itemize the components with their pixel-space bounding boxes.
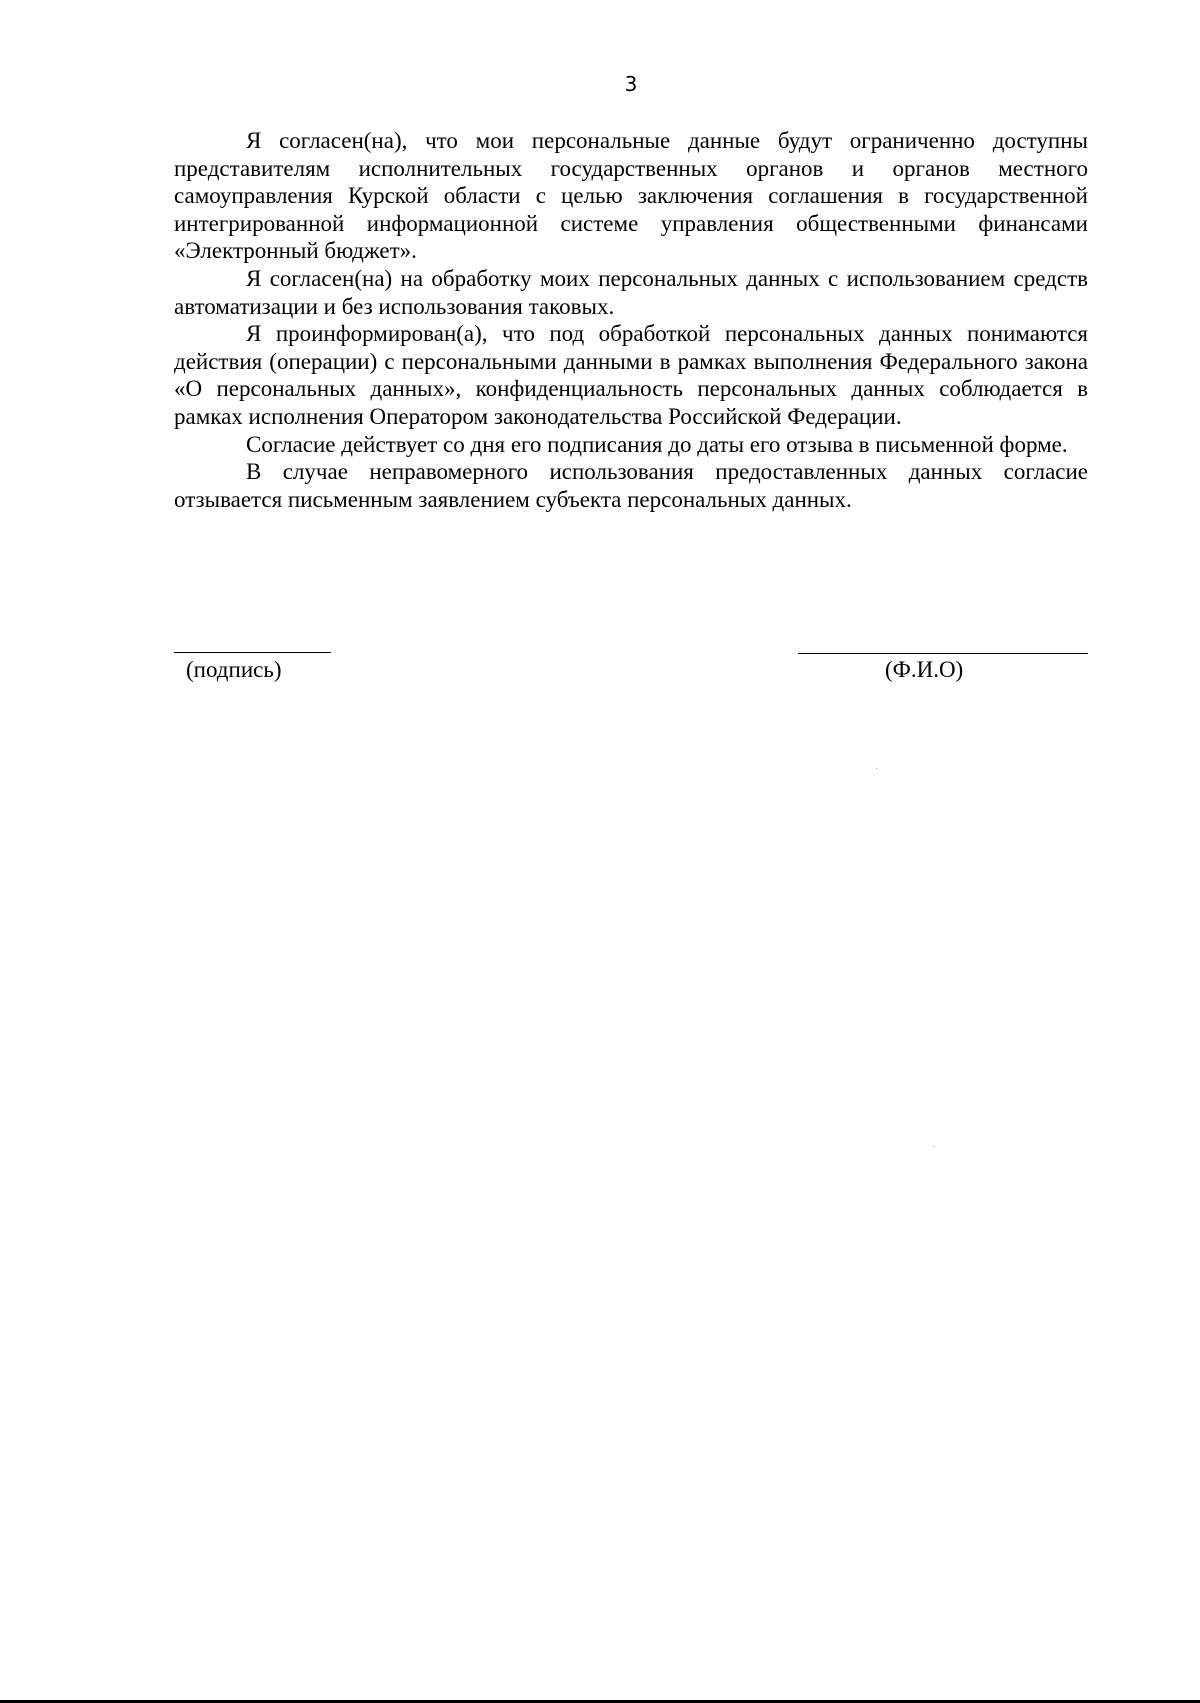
paragraph-processing-consent: Я согласен(на) на обработку моих персональных данных с использованием средств автоматизации и без использования таковых. [174, 265, 1088, 319]
paragraph-limited-access: Я согласен(на), что мои персональные данные будут ограниченно доступны представителям исполнительных государственных органов и органов местного самоуправления Курской области с целью заключения соглашения в государственной интегрированной информационной системе управления общественными финансами «Электронный бюджет». [174, 128, 1088, 264]
signature-label: (подпись) [186, 657, 282, 682]
paragraph-validity: Согласие действует со дня его подписания до даты его отзыва в письменной форме. [246, 431, 1068, 457]
page-number: 3 [624, 72, 638, 96]
paragraph-revocation: В случае неправомерного использования предоставленных данных согласие отзывается письменным заявлением субъекта персональных данных. [174, 459, 1088, 512]
full-name-line [798, 653, 1088, 654]
full-name-label: (Ф.И.О) [885, 657, 964, 682]
scan-speck [876, 768, 877, 769]
signature-line [174, 652, 331, 653]
paragraph-informed: Я проинформирован(а), что под обработкой персональных данных понимаются действия (операции) с персональными данными в рамках выполнения Федерального закона «О персональных данных», конфиденциальность персональных данных соблюдается в рамках исполнения Оператором законодательства Российской Федерации. [174, 321, 1088, 429]
scan-speck [933, 1146, 934, 1147]
consent-text [174, 127, 1088, 513]
